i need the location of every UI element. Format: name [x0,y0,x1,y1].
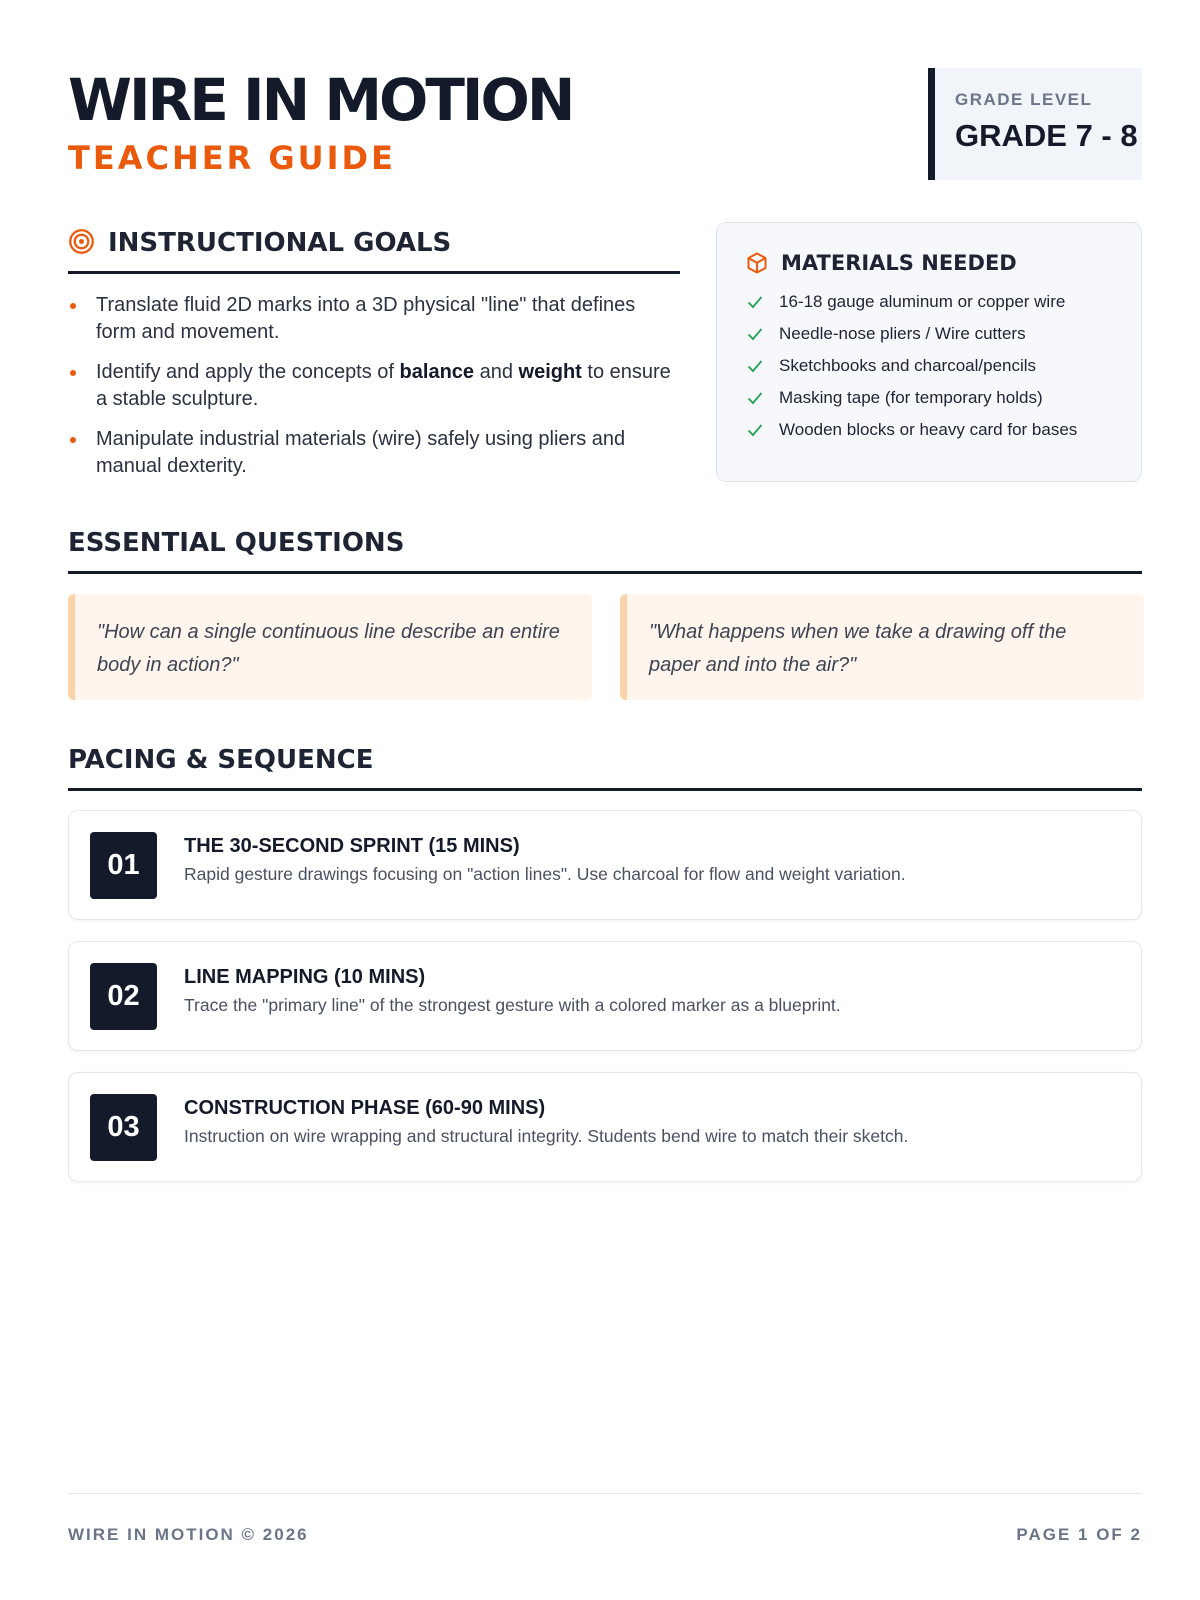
list-item [745,419,1141,441]
step-number: 03 [90,1094,157,1161]
goal-text-part: and [474,361,519,383]
footer-page-number: PAGE 1 OF 2 [1016,1525,1142,1544]
list-item [68,426,680,480]
footer-copyright: WIRE IN MOTION © 2026 [68,1525,309,1544]
grade-level-value: GRADE 7 - 8 [955,118,1138,153]
document-header [68,68,1142,180]
goal-keyword-balance: balance [399,361,475,383]
question-card: "What happens when we take a drawing off the paper and into the air?" [620,594,1144,700]
goal-text-part: Identify and apply the concepts of [96,361,400,383]
step-description: Instruction on wire wrapping and structural integrity. Students bend wire to match their sketch. [184,1126,909,1146]
pacing-step-card [68,1072,1142,1182]
check-icon [747,359,763,373]
instructional-goals-title: INSTRUCTIONAL GOALS [108,228,452,258]
goal-text: Translate fluid 2D marks into a 3D physical "line" that defines form and movement. [96,294,636,343]
grade-level-box [928,68,1142,180]
page-footer [68,1493,1142,1553]
goals-list [68,292,680,493]
goal-keyword-weight: weight [518,361,582,383]
list-item [745,291,1141,313]
material-text: 16-18 gauge aluminum or copper wire [779,292,1066,311]
step-title: THE 30-SECOND SPRINT (15 MINS) [184,835,520,857]
list-item [745,323,1141,345]
material-text: Needle-nose pliers / Wire cutters [779,324,1026,343]
goal-text: Manipulate industrial materials (wire) safely using pliers and manual dexterity. [96,428,626,477]
grade-level-label: GRADE LEVEL [955,90,1093,109]
check-icon [747,423,763,437]
list-item [745,387,1141,409]
page-subtitle: TEACHER GUIDE [68,139,396,177]
question-card: "How can a single continuous line describe an entire body in action?" [68,594,592,700]
material-text: Masking tape (for temporary holds) [779,388,1043,407]
essential-questions-title: ESSENTIAL QUESTIONS [68,528,405,558]
box-icon [745,251,769,275]
check-icon [747,295,763,309]
pacing-step-card [68,941,1142,1051]
list-item [745,355,1141,377]
pacing-title: PACING & SEQUENCE [68,745,374,775]
list-item [68,359,680,413]
step-number: 02 [90,963,157,1030]
materials-title: MATERIALS NEEDED [781,251,1017,275]
step-description: Trace the "primary line" of the strongest gesture with a colored marker as a blueprint. [184,995,841,1015]
pacing-step-card [68,810,1142,920]
pacing-heading [68,737,1142,791]
step-number: 01 [90,832,157,899]
material-text: Wooden blocks or heavy card for bases [779,420,1078,439]
list-item [68,292,680,346]
step-title: LINE MAPPING (10 MINS) [184,966,426,988]
step-description: Rapid gesture drawings focusing on "action lines". Use charcoal for flow and weight variation. [184,864,906,884]
material-text: Sketchbooks and charcoal/pencils [779,356,1037,375]
page-title: WIRE IN MOTION [68,66,573,134]
materials-list [745,291,1141,441]
materials-panel [716,222,1142,482]
check-icon [747,327,763,341]
target-icon [68,228,95,255]
essential-questions-heading [68,520,1142,574]
materials-heading [745,249,1141,279]
check-icon [747,391,763,405]
goal-text-part: to ensure a stable sculpture. [96,361,671,410]
step-title: CONSTRUCTION PHASE (60-90 MINS) [184,1097,546,1119]
instructional-goals-heading [68,222,680,274]
page [68,0,1142,1600]
